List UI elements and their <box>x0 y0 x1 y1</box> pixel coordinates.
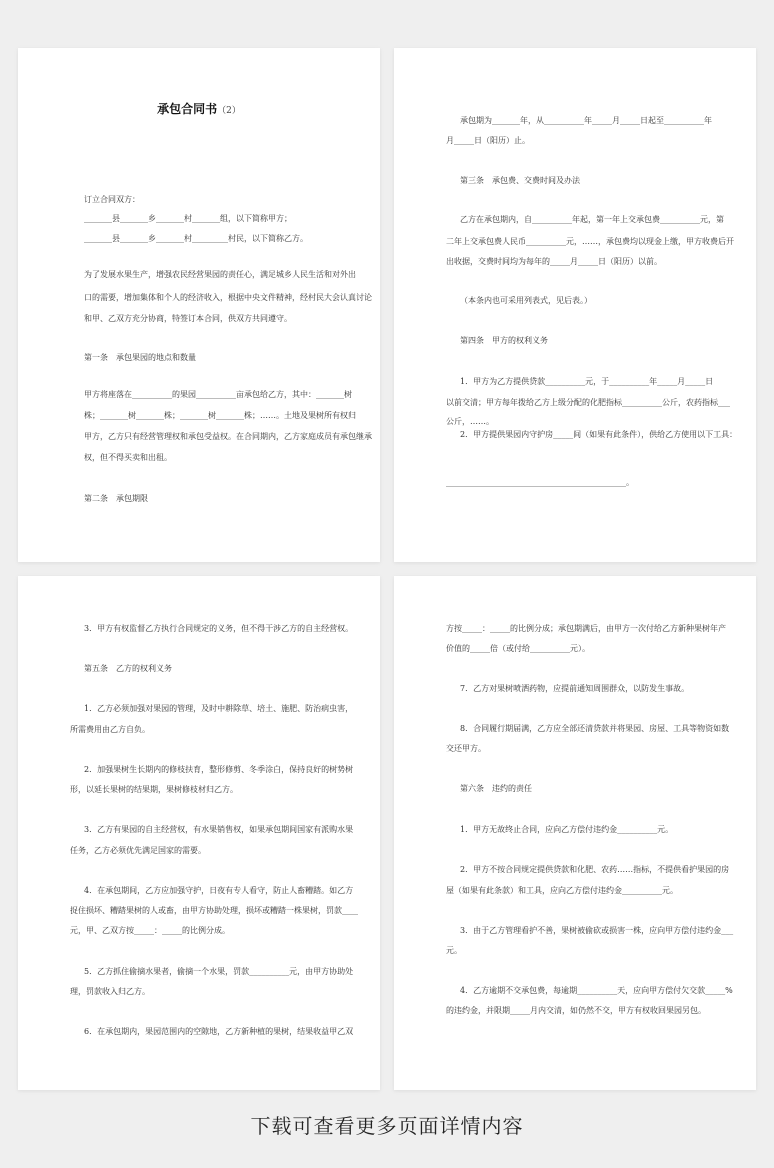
title-text: 承包合同书 <box>157 102 218 116</box>
document-page-2 <box>394 48 756 562</box>
text-line: 屋（如果有此条款）和工具，应向乙方偿付违约金__________元。 <box>446 886 678 895</box>
section-heading: 第五条 乙方的权利义务 <box>84 664 172 673</box>
text-line: 出收据，交费时间均为每年的_____月_____日（阳历）以前。 <box>446 257 662 266</box>
text-line: 6．在承包期内，果园范围内的空隙地，乙方新种植的果树，结果收益甲乙双 <box>84 1027 354 1036</box>
text-line: 二年上交承包费人民币__________元，……，承包费均以现金上缴，甲方收费后开 <box>446 237 734 246</box>
text-line: 元，甲、乙双方按_____：_____的比例分成。 <box>70 926 230 935</box>
section-heading: 第六条 违约的责任 <box>460 784 532 793</box>
document-page-3 <box>18 576 380 1090</box>
text-line: 为了发展水果生产，增强农民经营果园的责任心，满足城乡人民生活和对外出 <box>84 270 356 279</box>
text-line: 甲方将座落在__________的果园__________亩承包给乙方，其中：_______树 <box>84 390 352 399</box>
text-line: 月_____日（阳历）止。 <box>446 136 530 145</box>
text-line: 任务，乙方必须优先满足国家的需要。 <box>70 846 206 855</box>
text-line: （本条内也可采用列表式，见后表。） <box>460 296 592 305</box>
text-line: 理，罚款收入归乙方。 <box>70 987 150 996</box>
text-line: 价值的_____倍（或付给__________元）。 <box>446 644 590 653</box>
text-line: 8．合同履行期届满，乙方应全部还清贷款并将果园、房屋、工具等物资如数 <box>460 724 730 733</box>
text-line: _______县_______乡_______村_______组，以下简称甲方； <box>84 214 292 223</box>
text-line: 订立合同双方： <box>84 195 140 204</box>
title-subtext: （2） <box>217 106 241 116</box>
text-line: 4．乙方逾期不交承包费，每逾期__________天，应向甲方偿付欠交款_____% <box>460 986 733 995</box>
section-heading: 第一条 承包果园的地点和数量 <box>84 353 196 362</box>
text-line: 元。 <box>446 946 462 955</box>
text-line: 公斤，……。 <box>446 417 494 426</box>
text-line: 乙方在承包期内，自__________年起，第一年上交承包费__________元，第 <box>460 215 724 224</box>
download-more-link[interactable]: 下载可查看更多页面详情内容 <box>250 1114 524 1138</box>
text-line: 4．在承包期间，乙方应加强守护，日夜有专人看守，防止人畜糟踏。如乙方 <box>84 886 354 895</box>
text-line: 的违约金，并限期_____月内交清，如仍然不交，甲方有权收回果园另包。 <box>446 1006 706 1015</box>
text-line: 方按_____：_____的比例分成；承包期满后，由甲方一次付给乙方新种果树年产 <box>446 624 726 633</box>
text-line: 5．乙方抓住偷摘水果者，偷摘一个水果，罚款__________元，由甲方协助处 <box>84 967 354 976</box>
document-page-4 <box>394 576 756 1090</box>
text-line: 3．甲方有权监督乙方执行合同规定的义务，但不得干涉乙方的自主经营权。 <box>84 624 354 633</box>
text-line: 株；_______树_______株；_______树_______株；……。土地及果树所有权归 <box>84 411 356 420</box>
text-line: 以前交清；甲方每年拨给乙方上级分配的化肥指标__________公斤，农药指标___ <box>446 398 730 407</box>
document-page-1 <box>18 48 380 562</box>
text-line: 形，以延长果树的结果期，果树修枝材归乙方。 <box>70 785 238 794</box>
text-line: 2．甲方不按合同规定提供贷款和化肥、农药……指标，不提供看护果园的房 <box>460 865 730 874</box>
section-heading: 第三条 承包费、交费时间及办法 <box>460 176 580 185</box>
text-line: 3．乙方有果园的自主经营权，有水果销售权，如果承包期间国家有派购水果 <box>84 825 354 834</box>
text-line: _______县_______乡_______村_________村民，以下简称乙方。 <box>84 234 308 243</box>
text-line: 1．甲方无故终止合同，应向乙方偿付违约金__________元。 <box>460 825 674 834</box>
text-line: 捉住损坏、糟踏果树的人或畜，由甲方协助处理，损坏或糟踏一株果树，罚款____ <box>70 906 358 915</box>
text-line: 3．由于乙方管理看护不善，果树被偷砍或损害一株，应向甲方偿付违约金___ <box>460 926 734 935</box>
text-line: 口的需要，增加集体和个人的经济收入，根据中央文件精神，经村民大会认真讨论 <box>84 293 372 302</box>
text-line: 1．甲方为乙方提供贷款__________元，于__________年_____月_____日 <box>460 377 714 386</box>
text-line: 交还甲方。 <box>446 744 486 753</box>
text-line: 承包期为_______年，从__________年_____月_____日起至__________年 <box>460 116 712 125</box>
document-title <box>18 100 380 117</box>
text-line: 权，但不得买卖和出租。 <box>84 453 172 462</box>
text-line: 2．甲方提供果园内守护房_____间（如果有此条件），供给乙方使用以下工具： <box>460 430 738 439</box>
section-heading: 第四条 甲方的权利义务 <box>460 336 548 345</box>
text-line: 7．乙方对果树喷洒药物，应提前通知周围群众，以防发生事故。 <box>460 684 690 693</box>
text-line: 1．乙方必须加强对果园的管理，及时中耕除草、培土、施肥、防治病虫害， <box>84 704 354 713</box>
text-line: _____________________________________________。 <box>446 478 634 487</box>
text-line: 甲方，乙方只有经营管理权和承包受益权。在合同期内，乙方家庭成员有承包继承 <box>84 432 372 441</box>
section-heading: 第二条 承包期限 <box>84 494 148 503</box>
text-line: 2．加强果树生长期内的修枝扶育，整形修剪、冬季涂白，保持良好的树势树 <box>84 765 354 774</box>
text-line: 和甲、乙双方充分协商，特签订本合同，供双方共同遵守。 <box>84 314 292 323</box>
text-line: 所需费用由乙方自负。 <box>70 725 150 734</box>
